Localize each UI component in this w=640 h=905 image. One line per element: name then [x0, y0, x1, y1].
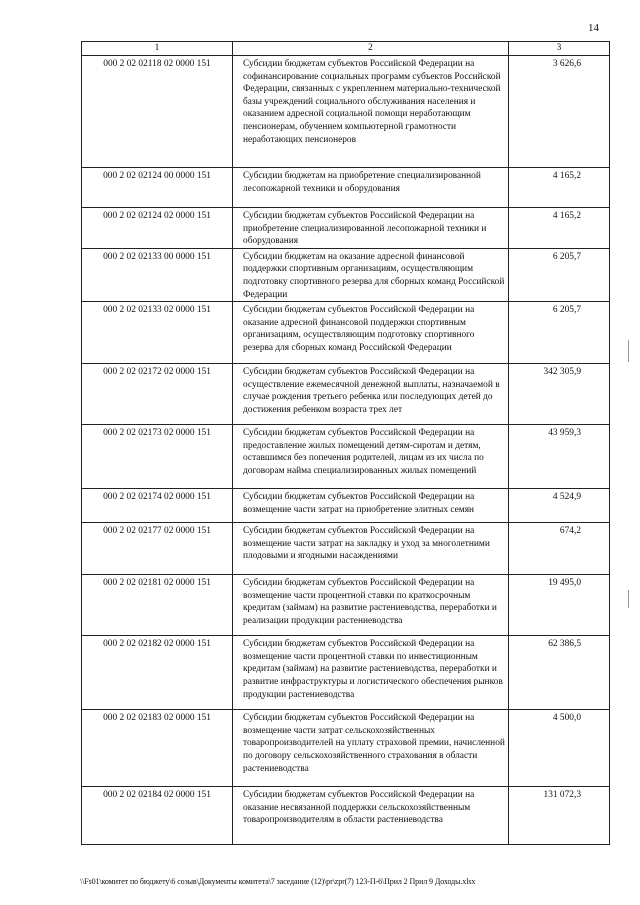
- column-header-1: 1: [82, 42, 233, 56]
- budget-code-cell: 000 2 02 02133 02 0000 151: [82, 302, 233, 364]
- description-cell: Субсидии бюджетам субъектов Российской Федерации на возмещение части затрат на приобретение элитных семян: [233, 489, 509, 523]
- description-cell: Субсидии бюджетам субъектов Российской Федерации на возмещение части процентной ставки по краткосрочным кредитам (займам) на развитие растениеводства, переработки и реализации продукции растениеводства: [233, 575, 509, 636]
- budget-code-cell: 000 2 02 02184 02 0000 151: [82, 787, 233, 845]
- scan-margin-mark: [628, 590, 629, 608]
- table-row: [82, 575, 610, 636]
- budget-code-cell: 000 2 02 02181 02 0000 151: [82, 575, 233, 636]
- amount-cell: 131 072,3: [509, 787, 610, 845]
- file-path-footer: \\Fs01\комитет по бюджету\6 созыв\Документы комитета\7 заседание (12)\pr\zpr(7) 123-П-6\Прил 2 Прил 9 Доходы.xlsx: [80, 877, 476, 886]
- page-number: 14: [588, 22, 599, 34]
- table-row: [82, 248, 610, 301]
- column-header-2: 2: [233, 42, 509, 56]
- table-row: [82, 302, 610, 364]
- table-row: [82, 523, 610, 575]
- budget-code-cell: 000 2 02 02124 02 0000 151: [82, 208, 233, 249]
- description-cell: Субсидии бюджетам на приобретение специализированной лесопожарной техники и оборудования: [233, 168, 509, 208]
- amount-cell: 6 205,7: [509, 248, 610, 301]
- description-cell: Субсидии бюджетам субъектов Российской Федерации на возмещение части затрат на закладку и уход за многолетними плодовыми и ягодными насаждениями: [233, 523, 509, 575]
- table-row: [82, 425, 610, 489]
- table-row: [82, 636, 610, 710]
- amount-cell: 4 524,9: [509, 489, 610, 523]
- budget-code-cell: 000 2 02 02124 00 0000 151: [82, 168, 233, 208]
- description-cell: Субсидии бюджетам субъектов Российской Федерации на оказание несвязанной поддержки сельскохозяйственным товаропроизводителям в области растениеводства: [233, 787, 509, 845]
- amount-cell: 43 959,3: [509, 425, 610, 489]
- budget-code-cell: 000 2 02 02172 02 0000 151: [82, 364, 233, 425]
- budget-code-cell: 000 2 02 02182 02 0000 151: [82, 636, 233, 710]
- table-row: [82, 208, 610, 249]
- scan-margin-mark: [628, 340, 629, 362]
- budget-code-cell: 000 2 02 02133 00 0000 151: [82, 248, 233, 301]
- amount-cell: 4 165,2: [509, 168, 610, 208]
- revenue-table: [81, 41, 610, 845]
- amount-cell: 342 305,9: [509, 364, 610, 425]
- budget-code-cell: 000 2 02 02174 02 0000 151: [82, 489, 233, 523]
- amount-cell: 19 495,0: [509, 575, 610, 636]
- description-cell: Субсидии бюджетам субъектов Российской Федерации на возмещение части процентной ставки по инвестиционным кредитам (займам) на развитие растениеводства, переработки и развитие инфраструктуры и логистического обеспечения рынков продукции растениеводства: [233, 636, 509, 710]
- description-cell: Субсидии бюджетам субъектов Российской Федерации на оказание адресной финансовой поддержки спортивным организациям, осуществляющим подготовку спортивного резерва для сборных команд Российской Федерации: [233, 302, 509, 364]
- amount-cell: 3 626,6: [509, 56, 610, 168]
- amount-cell: 4 500,0: [509, 710, 610, 787]
- description-cell: Субсидии бюджетам субъектов Российской Федерации на софинансирование социальных программ субъектов Российской Федерации, связанных с укреплением материально-технической базы учреждений социального обслуживания населения и оказанием адресной социальной помощи неработающим пенсионерам, обучением компьютерной грамотности неработающих пенсионеров: [233, 56, 509, 168]
- budget-code-cell: 000 2 02 02173 02 0000 151: [82, 425, 233, 489]
- table-row: [82, 489, 610, 523]
- table-row: [82, 787, 610, 845]
- amount-cell: 674,2: [509, 523, 610, 575]
- budget-code-cell: 000 2 02 02177 02 0000 151: [82, 523, 233, 575]
- description-cell: Субсидии бюджетам субъектов Российской Федерации на осуществление ежемесячной денежной выплаты, назначаемой в случае рождения третьего ребенка или последующих детей до достижения ребенком возраста трех лет: [233, 364, 509, 425]
- table-row: [82, 168, 610, 208]
- amount-cell: 6 205,7: [509, 302, 610, 364]
- table-row: [82, 364, 610, 425]
- description-cell: Субсидии бюджетам на оказание адресной финансовой поддержки спортивным организациям, осуществляющим подготовку спортивного резерва для сборных команд Российской Федерации: [233, 248, 509, 301]
- table-row: [82, 56, 610, 168]
- amount-cell: 4 165,2: [509, 208, 610, 249]
- table-header-row: [82, 42, 610, 56]
- budget-code-cell: 000 2 02 02118 02 0000 151: [82, 56, 233, 168]
- description-cell: Субсидии бюджетам субъектов Российской Федерации на предоставление жилых помещений детям-сиротам и детям, оставшимся без попечения родителей, лицам из их числа по договорам найма специализированных жилых помещений: [233, 425, 509, 489]
- table-row: [82, 710, 610, 787]
- description-cell: Субсидии бюджетам субъектов Российской Федерации на приобретение специализированной лесопожарной техники и оборудования: [233, 208, 509, 249]
- budget-code-cell: 000 2 02 02183 02 0000 151: [82, 710, 233, 787]
- amount-cell: 62 386,5: [509, 636, 610, 710]
- column-header-3: 3: [509, 42, 610, 56]
- description-cell: Субсидии бюджетам субъектов Российской Федерации на возмещение части затрат сельскохозяйственных товаропроизводителей на уплату страховой премии, начисленной по договору сельскохозяйственного страхования в области растениеводства: [233, 710, 509, 787]
